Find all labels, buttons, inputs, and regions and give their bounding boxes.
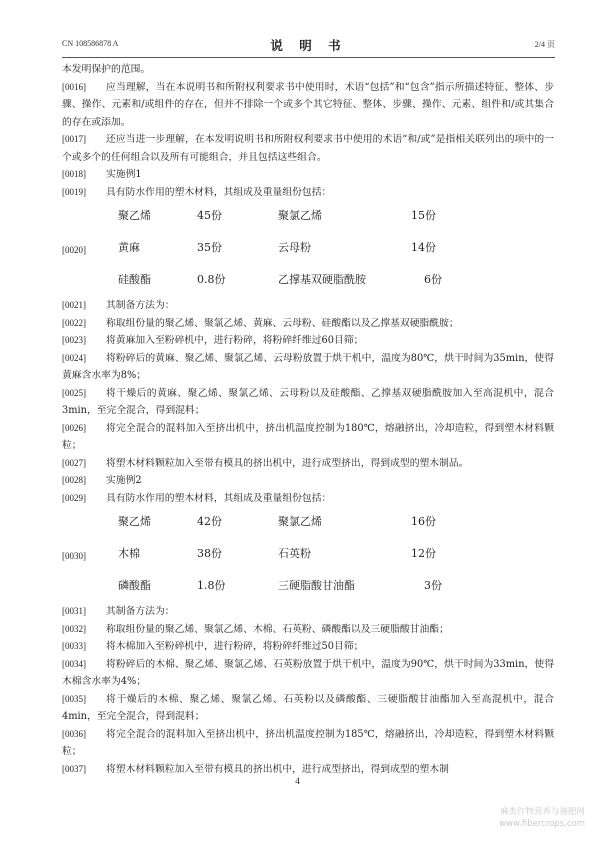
paragraph-text: 将干燥后的木棉、聚乙烯、聚氯乙烯、石英粉以及磷酸酯、三硬脂酸甘油酯加入至高混机中，混合4min，至完全混合，得到混料； xyxy=(62,693,554,722)
ingredient-amount: 1.8份 xyxy=(197,579,226,592)
paragraph-number: [0029] xyxy=(62,492,86,503)
ingredient-amount: 6份 xyxy=(424,273,442,286)
paragraph-number: [0030] xyxy=(62,551,86,561)
paragraph-text: 还应当进一步理解，在本发明说明书和所附权利要求书中使用的术语“和/或”是指相关联列出的项中的一个或多个的任何组合以及所有可能组合，并且包括这些组合。 xyxy=(62,134,554,163)
paragraph-number: [0022] xyxy=(62,317,86,328)
paragraph xyxy=(62,332,554,350)
paragraph xyxy=(62,420,554,455)
paragraph xyxy=(62,638,554,656)
patent-number: CN 108586878 A xyxy=(62,39,119,48)
paragraph xyxy=(62,166,554,184)
ingredient-name: 云母粉 xyxy=(278,241,311,254)
paragraph-text: 应当理解，当在本说明书和所附权利要求书中使用时，术语“包括”和“包含”指示所描述特征、整体、步骤、操作、元素和/或组件的存在，但并不排除一个或多个其它特征、整体、步骤、操作、元素、组件和/或其集合的存在或添加。 xyxy=(62,81,554,128)
paragraph xyxy=(62,131,554,166)
composition-table-1 xyxy=(62,201,554,297)
paragraph xyxy=(62,691,554,726)
paragraph-number: [0031] xyxy=(62,606,86,616)
paragraph-text: 称取组份量的聚乙烯、聚氯乙烯、黄麻、云母粉、硅酸酯以及乙撑基双硬脂酰胺； xyxy=(106,317,459,329)
composition-table-2 xyxy=(62,507,554,603)
paragraph-number: [0023] xyxy=(62,335,86,345)
paragraph-number: [0021] xyxy=(62,300,86,310)
ingredient-name: 聚氯乙烯 xyxy=(278,515,322,528)
paragraph-text: 具有防水作用的塑木材料，其组成及重量组份包括： xyxy=(106,492,332,504)
paragraph-number: [0033] xyxy=(62,641,86,651)
paragraph-number: [0026] xyxy=(62,422,86,433)
paragraph xyxy=(62,79,554,132)
ingredient-amount: 42份 xyxy=(197,515,222,528)
ingredient-amount: 3份 xyxy=(424,579,442,592)
table-row xyxy=(62,571,554,603)
table-row xyxy=(62,201,554,233)
paragraph-text: 实施例1 xyxy=(106,169,142,180)
paragraph xyxy=(62,184,554,202)
ingredient-name: 乙撑基双硬脂酰胺 xyxy=(278,273,366,286)
ingredient-name: 石英粉 xyxy=(278,547,311,560)
paragraph-text: 将黄麻加入至粉碎机中，进行粉碎，将粉碎纤维过60目筛； xyxy=(106,335,364,346)
watermark-url: www.fibercrops.com xyxy=(499,819,585,829)
paragraph-number: [0018] xyxy=(62,169,86,179)
document-body xyxy=(62,61,554,778)
paragraph-text: 将塑木材料颗粒加入至带有模具的挤出机中，进行成型挤出，得到成型的塑木制品。 xyxy=(106,457,469,469)
paragraph xyxy=(62,385,554,420)
ingredient-name: 木棉 xyxy=(118,547,140,560)
paragraph-text: 具有防水作用的塑木材料，其组成及重量组份包括： xyxy=(106,186,332,198)
watermark-title: 麻类作物营养与施肥网 xyxy=(499,807,585,817)
paragraph xyxy=(62,297,554,315)
paragraph xyxy=(62,350,554,385)
table-row xyxy=(62,507,554,539)
ingredient-name: 聚乙烯 xyxy=(118,515,151,528)
paragraph-text: 将干燥后的黄麻、聚乙烯、聚氯乙烯、云母粉以及硅酸酯、乙撑基双硬脂酰胺加入至高混机中，混合3min，至完全混合，得到混料； xyxy=(62,387,554,416)
ingredient-name: 聚氯乙烯 xyxy=(278,209,322,222)
paragraph-number: [0017] xyxy=(62,134,86,144)
ingredient-amount: 45份 xyxy=(197,209,222,222)
intro-paragraph xyxy=(62,61,554,79)
paragraph-text: 将完全混合的混料加入至挤出机中，挤出机温度控制为185℃，熔融挤出，冷却造粒，得到塑木材料颗粒； xyxy=(62,728,554,757)
paragraph xyxy=(62,472,554,490)
ingredient-name: 聚乙烯 xyxy=(118,209,151,222)
paragraph-text: 其制备方法为： xyxy=(106,300,175,311)
paragraph xyxy=(62,656,554,691)
document-title: 说 明 书 xyxy=(270,38,347,53)
ingredient-amount: 0.8份 xyxy=(197,273,226,286)
paragraph xyxy=(62,455,554,473)
ingredient-amount: 14份 xyxy=(411,241,436,254)
ingredient-amount: 35份 xyxy=(197,241,222,254)
paragraph-text: 称取组份量的聚乙烯、聚氯乙烯、木棉、石英粉、磷酸酯以及三硬脂酸甘油酯； xyxy=(106,623,449,635)
paragraph-number: [0016] xyxy=(62,81,86,92)
ingredient-name: 磷酸酯 xyxy=(118,579,151,592)
paragraph-number: [0035] xyxy=(62,693,86,704)
paragraph-text: 本发明保护的范围。 xyxy=(62,64,151,75)
paragraph-number: [0032] xyxy=(62,623,86,634)
paragraph xyxy=(62,726,554,761)
paragraph-number: [0024] xyxy=(62,352,86,363)
ingredient-name: 硅酸酯 xyxy=(118,273,151,286)
paragraph-number: [0020] xyxy=(62,245,86,255)
paragraph-text: 将完全混合的混料加入至挤出机中，挤出机温度控制为180℃，熔融挤出，冷却造粒，得到塑木材料颗粒； xyxy=(62,422,554,451)
paragraph xyxy=(62,621,554,639)
paragraph-text: 将塑木材料颗粒加入至带有模具的挤出机中，进行成型挤出，得到成型的塑木制 xyxy=(106,763,449,775)
paragraph-number: [0028] xyxy=(62,475,86,485)
paragraph-text: 其制备方法为： xyxy=(106,606,175,617)
table-row xyxy=(62,539,554,571)
ingredient-name: 三硬脂酸甘油酯 xyxy=(278,579,355,592)
paragraph-text: 将木棉加入至粉碎机中，进行粉碎，将粉碎纤维过50目筛； xyxy=(106,641,364,652)
header-rule xyxy=(62,57,555,58)
table-row xyxy=(62,233,554,265)
ingredient-amount: 16份 xyxy=(411,515,436,528)
ingredient-amount: 15份 xyxy=(411,209,436,222)
paragraph-number: [0019] xyxy=(62,186,86,197)
table-row xyxy=(62,265,554,297)
page-number: 4 xyxy=(295,776,300,786)
ingredient-name: 黄麻 xyxy=(118,241,140,254)
ingredient-amount: 12份 xyxy=(411,547,436,560)
paragraph-number: [0025] xyxy=(62,387,86,398)
page-header xyxy=(62,36,555,54)
paragraph xyxy=(62,490,554,508)
paragraph-text: 实施例2 xyxy=(106,475,142,486)
ingredient-amount: 38份 xyxy=(197,547,222,560)
paragraph-number: [0036] xyxy=(62,728,86,739)
paragraph-number: [0037] xyxy=(62,763,86,774)
paragraph-text: 将粉碎后的黄麻、聚乙烯、聚氯乙烯、云母粉放置于烘干机中，温度为80℃，烘干时间为35min，使得黄麻含水率为8%； xyxy=(62,352,554,381)
site-watermark xyxy=(445,806,585,830)
paragraph-number: [0034] xyxy=(62,658,86,669)
paragraph-text: 将粉碎后的木棉、聚乙烯、聚氯乙烯、石英粉放置于烘干机中，温度为90℃，烘干时间为33min，使得木棉含水率为4%； xyxy=(62,658,554,687)
paragraph xyxy=(62,315,554,333)
page-indicator: 2/4 页 xyxy=(534,40,555,49)
paragraph-number: [0027] xyxy=(62,457,86,468)
paragraph xyxy=(62,603,554,621)
